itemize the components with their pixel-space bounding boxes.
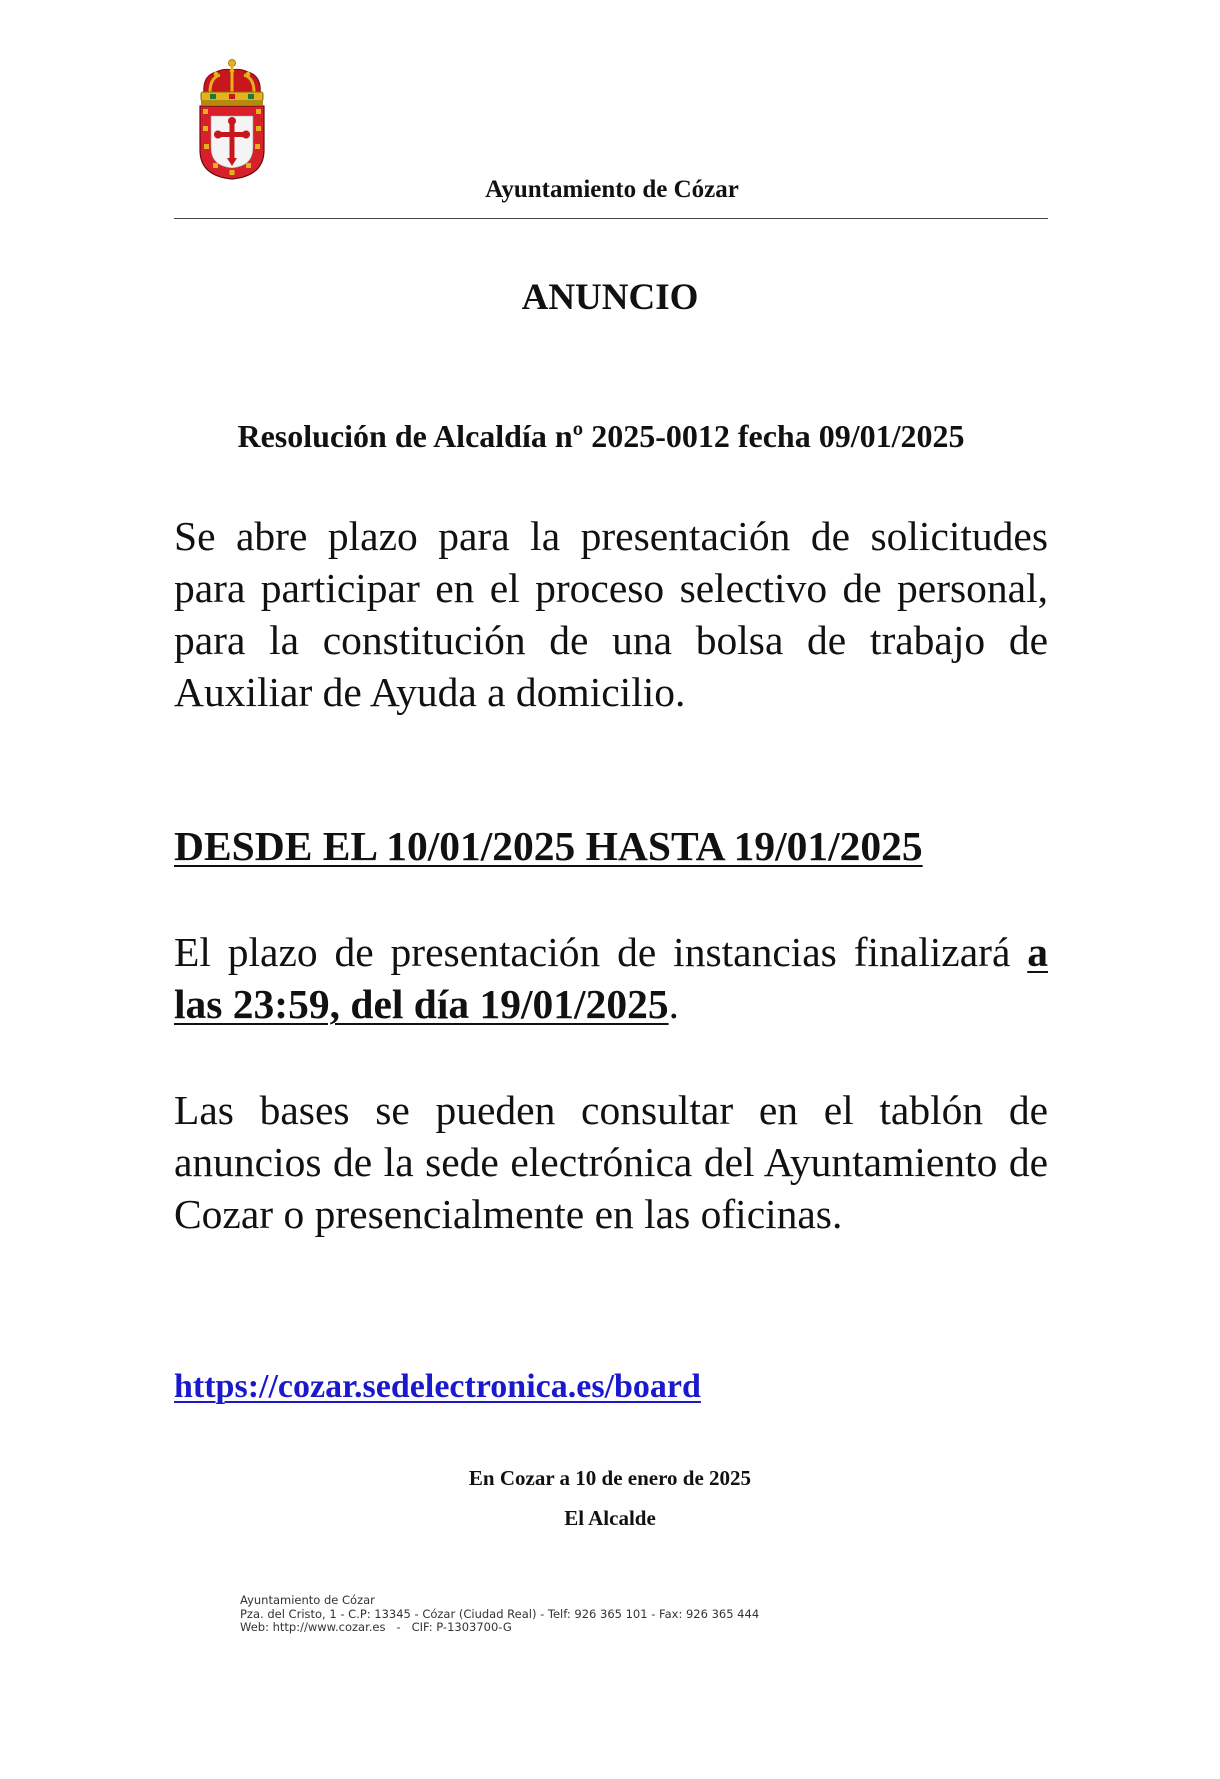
organization-name: Ayuntamiento de Cózar <box>485 176 739 203</box>
deadline-paragraph <box>174 926 1048 1030</box>
signature-role: El Alcalde <box>564 1506 656 1530</box>
bases-paragraph: Las bases se pueden consultar en el tablón de anuncios de la sede electrónica del Ayuntamiento de Cozar o presencialmente en las oficinas. <box>174 1087 1048 1237</box>
page-title: ANUNCIO <box>521 277 699 318</box>
date-range: DESDE EL 10/01/2025 HASTA 19/01/2025 <box>174 823 923 869</box>
opening-paragraph: Se abre plazo para la presentación de solicitudes para participar en el proceso selectivo de personal, para la constitución de una bolsa de trabajo de Auxiliar de Ayuda a domicilio. <box>174 513 1048 715</box>
board-link[interactable]: https://cozar.sedelectronica.es/board <box>174 1368 701 1405</box>
header-divider <box>174 218 1048 219</box>
footer-line-3: Web: http://www.cozar.es - CIF: P-1303700-G <box>240 1620 512 1634</box>
header-organization <box>0 176 1220 204</box>
deadline-highlight: a las 23:59, del día 19/01/2025 <box>174 929 1048 1027</box>
footer-line-2: Pza. del Cristo, 1 - C.P: 13345 - Cózar (Ciudad Real) - Telf: 926 365 101 - Fax: 926 365 444 <box>240 1606 760 1621</box>
footer-address <box>240 1594 759 1635</box>
signature-place-date: En Cozar a 10 de enero de 2025 <box>468 1466 752 1490</box>
resolution-heading: Resolución de Alcaldía nº 2025-0012 fecha 09/01/2025 <box>237 418 965 454</box>
deadline-text: El plazo de presentación de instancias finalizará <box>174 929 1028 975</box>
footer-line-1: Ayuntamiento de Cózar <box>240 1593 375 1607</box>
deadline-end: . <box>668 981 679 1027</box>
coat-of-arms-icon <box>196 58 268 180</box>
